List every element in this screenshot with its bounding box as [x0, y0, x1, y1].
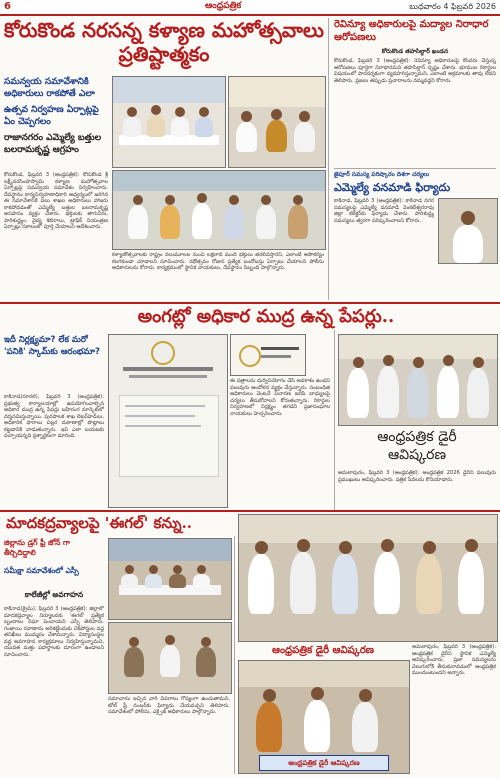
story1-photo-officials	[228, 76, 326, 168]
story1-body-col1	[4, 172, 108, 250]
section-rule-2	[0, 510, 500, 512]
story1-kicker-3: రాజానగరం ఎమ్మెల్యే బత్తుల బలరామకృష్ణ ఆగ్రహం	[4, 133, 102, 155]
story3-body: కాకినాడ, ఫిబ్రవరి 3 (ఆంధ్రపత్రిక): కాకినాడ నగర సమస్యలపై ఎమ్మెల్యే వనమాడి వెంకటేశ్వరరావు జిల్లా కలెక్టర్‌కు ఫిర్యాదు చేశారు. పారిశుద్ధ్య సమస్యలు త్వరగా పరిష్కరించాలని కోరారు.	[334, 198, 434, 224]
story6-kicker-3: కాలేజీల్లో అవగాహన	[24, 590, 84, 599]
story6-body2: సమాచారం ఇచ్చిన వారి వివరాలు గోప్యంగా ఉంచుతామని, టోల్ ఫ్రీ నంబర్‌కు ఫిర్యాదు చేయవచ్చని తెలిపారు. సమావేశంలో పోలీసు, ఎక్సైజ్ అధికారులు పాల్గొన్నారు.	[108, 696, 230, 715]
story4-body2: ఈ పత్రాలను దుర్వినియోగం చేసే అవకాశం ఉందని పలువురు ఆందోళన వ్యక్తం చేస్తున్నారు. సంబంధిత అధికారులు వెంటనే విచారణ జరిపి బాధ్యులపై చర్యలు తీసుకోవాలని కోరుతున్నారు. రికార్డుల నిర్వహణలో నిర్లక్ష్యం తగదని ప్రజాసంఘాల నాయకులు హెచ్చరించారు.	[230, 378, 330, 417]
story3-headline: ఎమ్మెల్యే వనమాడి ఫిర్యాదు	[334, 181, 451, 194]
story1-body2: కళ్యాణోత్సవాలకు రాష్ట్రం నలుమూలల నుంచి లక్షలాది మంది భక్తులు తరలివస్తారని, ఎలాంటి అసౌకర్యం కలగకుండా చూడాలని సూచించారు. రథోత్సవం రోజున ప్రత్యేక బందోబస్తు ఏర్పాటు చేయాలని పోలీసు అధికారులను కోరారు. కార్యక్రమంలో స్థానిక నాయకులు, దేవస్థానం సిబ్బంది పాల్గొన్నారు.	[112, 252, 324, 271]
story2-headline: రెవిన్యూ అధికారులపై మద్యాల నిరాధార ఆరోపణలు	[334, 19, 489, 43]
story1-photo-crowd	[112, 170, 326, 250]
story7-body-col	[412, 644, 496, 774]
story3-kicker: జైపూర్ సమస్య పరిష్కారం దిశగా చర్యలు	[334, 171, 430, 178]
issue-date: బుధవారం 4 ఫిబ్రవరి 2026	[409, 2, 496, 11]
story4-headline: అంగట్లో అధికార ముద్ర ఉన్న పేపర్లు..	[137, 306, 395, 327]
story1-kicker-2: ఉత్సవ నిర్వహణ ఏర్పాట్లపై ఏం చెప్పగలం	[4, 105, 99, 127]
story6-photo-officers	[108, 622, 232, 694]
masthead: ఆంధ్రపత్రిక	[205, 1, 242, 11]
story6-body-col1	[4, 606, 104, 774]
story7-photo-label: ఆంధ్రపత్రిక డైరీ ఆవిష్కరణ	[288, 759, 360, 767]
story5-body: అమలాపురం, ఫిబ్రవరి 3 (ఆంధ్రపత్రిక): ఆంధ్రపత్రిక 2026 డైరీని పలువురు ప్రముఖులు ఆవిష్కరించారు. పత్రిక సేవలను కొనియాడారు.	[338, 470, 496, 483]
page-number: 6	[4, 1, 11, 12]
story5-headline: ఆంధ్రపత్రిక డైరీ ఆవిష్కరణ	[377, 429, 457, 463]
story1-body-col2	[112, 252, 324, 300]
story2-body-col	[334, 58, 496, 166]
divider-story3	[334, 168, 496, 169]
story6-headline: మాదకద్రవ్యాలపై 'ఈగల్' కన్ను..	[6, 514, 193, 532]
divider-vertical-3	[234, 536, 235, 774]
story4-kicker: ఇదీ నిర్లక్ష్యమా? లేక మరో 'పనికి' స్కామ్‌కు ఆరంభమా?	[4, 335, 100, 357]
story4-body: కాకినాడ(రూరల్), ఫిబ్రవరి 3 (ఆంధ్రపత్రిక): ప్రభుత్వ కార్యాలయాల్లో ఉపయోగించాల్సిన అధికార ముద్ర ఉన్న పేపర్లు బహిరంగ మార్కెట్‌లో దర్శనమిస్తున్నాయి. పురపాలక శాఖ లెటర్‌హెడ్‌లు, అధికారిక ఫారాలు చిల్లర దుకాణాల్లో పొట్లాలు కట్టడానికి వాడుతున్నారు. ఇవి ఎలా బయటకు వచ్చాయన్నది ప్రశ్నార్థకంగా మారింది.	[4, 394, 104, 439]
story3-body-col	[334, 198, 434, 300]
story4-photo-seal	[230, 334, 306, 376]
story6-photo-meeting	[108, 538, 232, 620]
page-header	[0, 0, 500, 16]
story5-body-col	[338, 470, 496, 506]
story6-kicker-2: సమీక్షా సమావేశంలో ఎస్పీ	[4, 566, 79, 575]
story7-body: అమలాపురం, ఫిబ్రవరి 3 (ఆంధ్రపత్రిక): ఆంధ్రపత్రిక డైరీని స్థానిక ఎమ్మెల్యే ఆవిష్కరించారు. ప్రజా సమస్యలను వెలుగులోకి తీసుకురావడంలో ఆంధ్రపత్రిక ముందుంటుందని అన్నారు.	[412, 644, 496, 676]
story3-photo-mla	[438, 198, 498, 264]
story6-body: కాకినాడ(క్రైమ్), ఫిబ్రవరి 3 (ఆంధ్రపత్రిక): జిల్లాలో మాదకద్రవ్యాల నిర్మూలనకు 'ఈగల్' ప్రత్యేక బృందాలు నిఘా పెంచాయని ఎస్పీ తెలిపారు. గంజాయి రవాణాను అరికట్టేందుకు చెక్‌పోస్టుల వద్ద తనిఖీలు ముమ్మరం చేశామన్నారు. విద్యాసంస్థల వద్ద అవగాహన కార్యక్రమాలు నిర్వహిస్తున్నామని, యువత మత్తు పదార్థాలకు దూరంగా ఉండాలని సూచించారు.	[4, 606, 104, 658]
story5-photo-diary	[338, 334, 498, 426]
story4-body-col2	[230, 378, 330, 506]
story6-body-col2	[108, 696, 230, 774]
divider-vertical-1	[328, 18, 329, 300]
story4-photo-paper	[108, 334, 228, 508]
story2-body: కోరుకొండ, ఫిబ్రవరి 3 (ఆంధ్రపత్రిక): రెవిన్యూ అధికారులపై కొందరు చేస్తున్న ఆరోపణలు పూర్తిగా నిరాధారమని తహసిల్దార్ స్పష్టం చేశారు. భూముల రికార్డుల విషయంలో పారదర్శకంగా వ్యవహరిస్తున్నామని, ఎలాంటి అక్రమాలకు తావు లేదని తెలిపారు. ప్రజలు తప్పుడు ప్రచారాలను నమ్మవద్దని కోరారు.	[334, 58, 496, 84]
story1-headline: కోరుకొండ నరసన్న కళ్యాణ మహోత్సవాలు ప్రతిష్టాత్మకం	[4, 18, 324, 66]
story1-kicker-1: సమన్వయ సమావేశానికి అధికారులు రాకపోతే ఎలా	[4, 77, 95, 99]
story2-byline: కోరుకొండ తహసిల్దార్ ఖండన	[381, 48, 449, 55]
story7-headline: ఆంధ్రపత్రిక డైరీ ఆవిష్కరణ	[271, 645, 375, 656]
section-rule-1	[0, 302, 500, 304]
story7-photo-event	[238, 660, 410, 774]
story4-body-col1	[4, 394, 104, 506]
story6-kicker-1: జిల్లాను డ్రగ్ ఫ్రీ జోన్ గా తీర్చిదిద్దాలి	[4, 538, 70, 557]
story1-photo-meeting	[112, 76, 226, 168]
divider-vertical-2	[334, 330, 335, 510]
story7-photo-group	[238, 514, 498, 642]
story1-body: కోరుకొండ, ఫిబ్రవరి 3 (ఆంధ్రపత్రిక): కోరుకొండ శ్రీ లక్ష్మీనరసింహస్వామి కళ్యాణ మహోత్సవాల ఏర్పాట్లపై సమన్వయ సమావేశం నిర్వహించారు. దేవస్థానం కార్యనిర్వహణాధికారి ఆధ్వర్యంలో జరిగిన ఈ సమావేశానికి పలు శాఖల అధికారులు హాజరు కాకపోవడంతో ఎమ్మెల్యే బత్తుల బలరామకృష్ణ అసహనం వ్యక్తం చేశారు. భక్తులకు తాగునీరు, పారిశుద్ధ్యం, వైద్య శిబిరాలు, ట్రాఫిక్ నియంత్రణ ఏర్పాట్లు సకాలంలో పూర్తి చేయాలని ఆదేశించారు.	[4, 172, 108, 230]
